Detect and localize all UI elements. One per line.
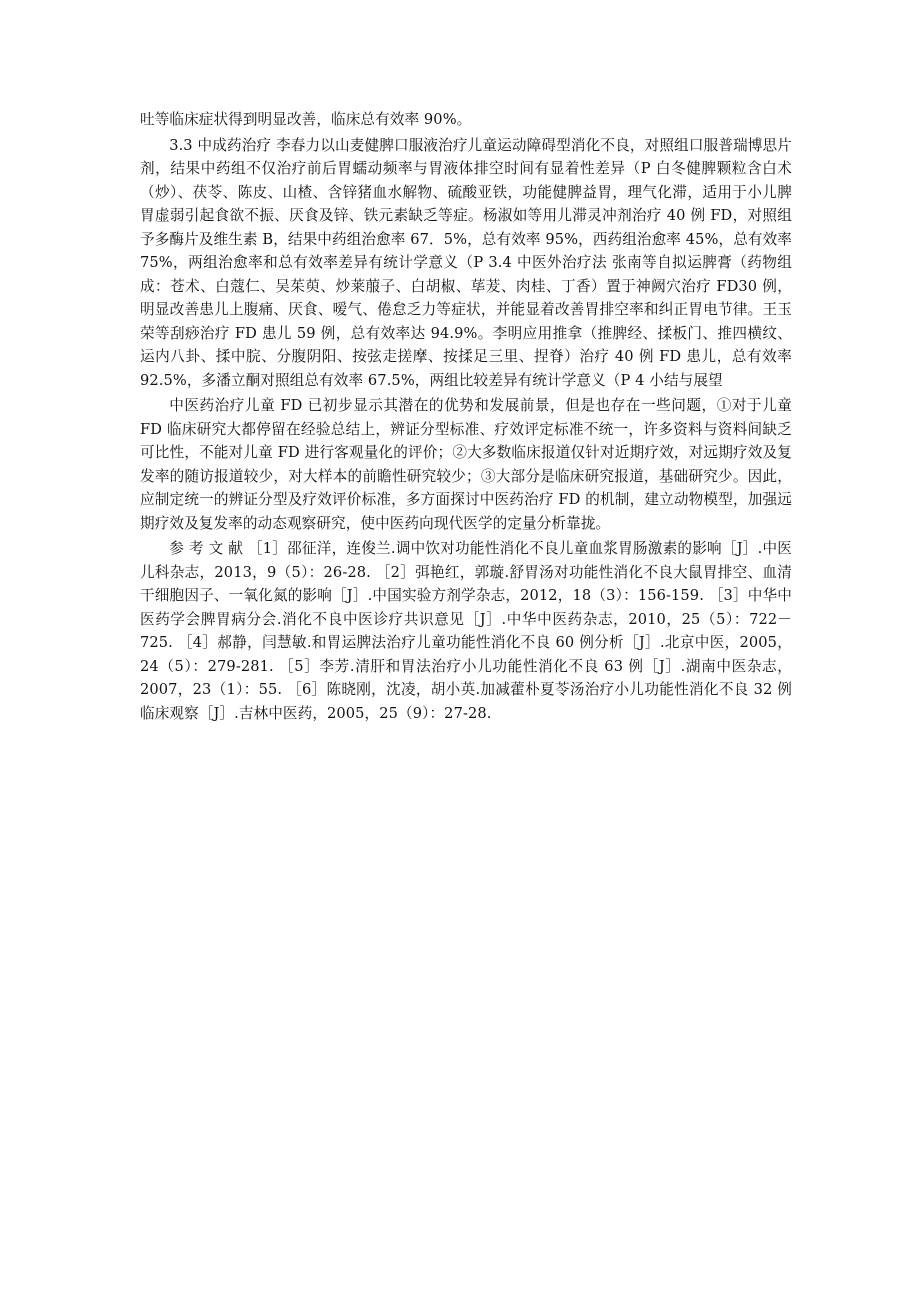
paragraph-continuation: 吐等临床症状得到明显改善，临床总有效率 90%。 (140, 111, 472, 128)
document-body (140, 108, 792, 727)
paragraph-summary: 中医药治疗儿童 FD 已初步显示其潜在的优势和发展前景，但是也存在一些问题，①对于儿童 FD 临床研究大都停留在经验总结上，辨证分型标准、疗效评定标准不统一，许多资料与资料间缺乏可比性，不能对儿童 FD 进行客观量化的评价；②大多数临床报道仅针对近期疗效，对远期疗效及复发率的随访报道较少，对大样本的前瞻性研究较少；③大部分是临床研究报道，基础研究少。因此，应制定统一的辨证分型及疗效评价标准，多方面探讨中医药治疗 FD 的机制，建立动物模型，加强远期疗效及复发率的动态观察研究，使中医药向现代医学的定量分析靠拢。 (140, 397, 792, 532)
paragraph-references: 参 考 文 献 ［1］邵征洋，连俊兰.调中饮对功能性消化不良儿童血浆胃肠激素的影响［J］.中医儿科杂志，2013，9（5）：26-28. ［2］弭艳红，郭璇.舒胃汤对功能性消化不良大鼠胃排空、血清干细胞因子、一氧化氮的影响［J］.中国实验方剂学杂志，2012，18（3）：156-159. ［3］中华中医药学会脾胃病分会.消化不良中医诊疗共识意见［J］.中华中医药杂志，2010，25（5）：722－725. ［4］郝静，闫慧敏.和胃运脾法治疗儿童功能性消化不良 60 例分析［J］.北京中医，2005，24（5）：279-281. ［5］李芳.清肝和胃法治疗小儿功能性消化不良 63 例［J］.湖南中医杂志，2007，23（1）：55. ［6］陈晓刚，沈凌，胡小英.加减藿朴夏苓汤治疗小儿功能性消化不良 32 例临床观察［J］.吉林中医药，2005，25（9）：27-28. (140, 540, 792, 722)
paragraph-section-3-3: 3.3 中成药治疗 李春力以山麦健脾口服液治疗儿童运动障碍型消化不良，对照组口服普瑞博思片剂，结果中药组不仅治疗前后胃蠕动频率与胃液体排空时间有显着性差异（P 白冬健脾颗粒含白术（炒）、茯苓、陈皮、山楂、含锌猪血水解物、硫酸亚铁，功能健脾益胃，理气化滞，适用于小儿脾胃虚弱引起食欲不振、厌食及锌、铁元素缺乏等症。杨淑如等用儿滞灵冲剂治疗 40 例 FD，对照组予多酶片及维生素 B，结果中药组治愈率 67．5%，总有效率 95%，西药组治愈率 45%，总有效率 75%，两组治愈率和总有效率差异有统计学意义（P 3.4 中医外治疗法 张南等自拟运脾膏（药物组成：苍术、白蔻仁、吴茱萸、炒莱菔子、白胡椒、荜茇、肉桂、丁香）置于神阙穴治疗 FD30 例，明显改善患儿上腹痛、厌食、嗳气、倦怠乏力等症状，并能显着改善胃排空率和纠正胃电节律。王玉荣等刮痧治疗 FD 患儿 59 例，总有效率达 94.9%。李明应用推拿（推脾经、揉板门、推四横纹、运内八卦、揉中脘、分腹阴阳、按弦走搓摩、按揉足三里、捏脊）治疗 40 例 FD 患儿，总有效率 92.5%，多潘立酮对照组总有效率 67.5%，两组比较差异有统计学意义（P 4 小结与展望 (140, 136, 792, 389)
